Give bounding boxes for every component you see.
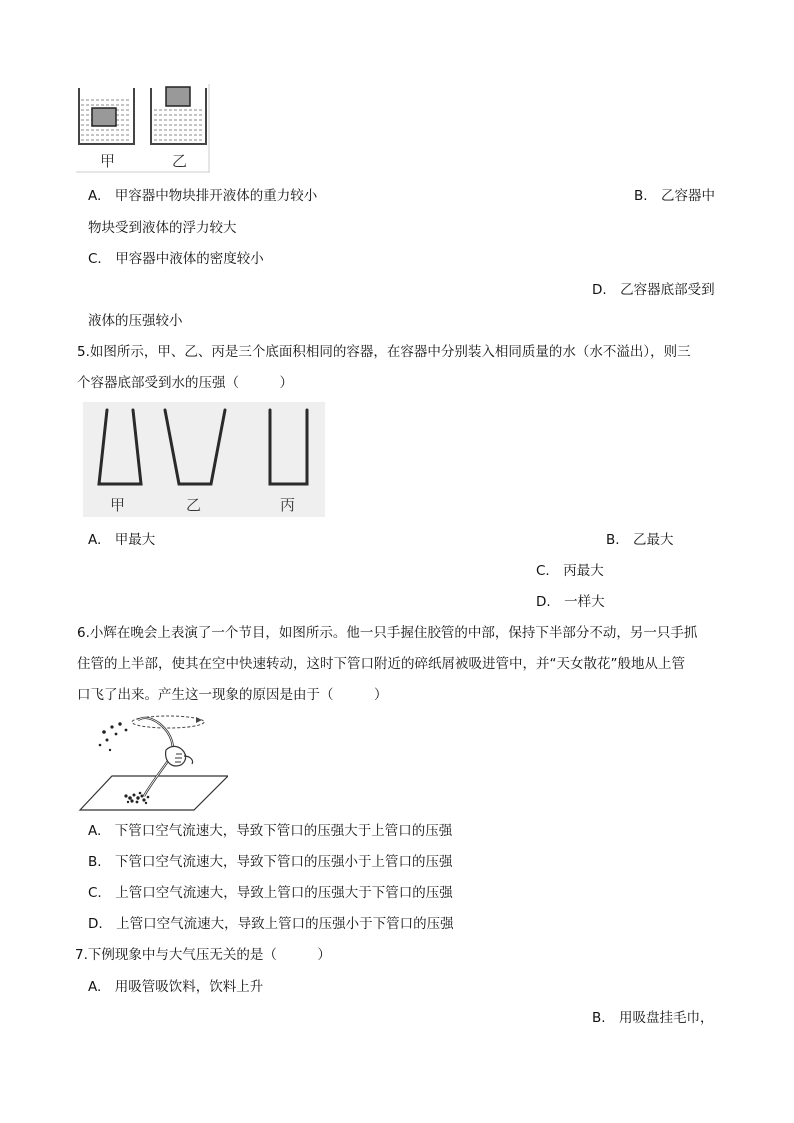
q7-stem: 7.下例现象中与大气压无关的是（ ） [75,947,331,963]
q5-option-a[interactable]: A. 甲最大 [88,532,156,548]
label-yi: 乙 [186,496,202,514]
label-yi: 乙 [172,152,188,170]
q6-stem-line-3: 口飞了出来。产生这一现象的原因是由于（ ） [77,687,388,703]
q4-option-b-continued: 物块受到液体的浮力较大 [88,220,237,236]
label-jia: 甲 [110,496,126,514]
q4-option-d[interactable]: D. 乙容器底部受到 [592,282,715,298]
q5-option-c[interactable]: C. 丙最大 [536,563,604,579]
q4-figure-containers [76,84,210,174]
q4-option-d-continued: 液体的压强较小 [88,313,183,329]
q5-figure-containers [83,402,325,517]
q5-option-d[interactable]: D. 一样大 [536,594,605,610]
label-jia: 甲 [100,152,116,170]
q5-stem-line-2: 个容器底部受到水的压强（ ） [77,375,293,391]
label-bing: 丙 [280,496,296,514]
q5-option-b[interactable]: B. 乙最大 [606,532,674,548]
q6-option-a[interactable]: A. 下管口空气流速大，导致下管口的压强大于上管口的压强 [88,823,453,839]
q6-stem-line-1: 6.小辉在晚会上表演了一个节目，如图所示。他一只手握住胶管的中部，保持下半部分不动，另一只手抓 [77,625,698,641]
q7-option-a[interactable]: A. 用吸管吸饮料，饮料上升 [88,979,264,995]
q4-option-c[interactable]: C. 甲容器中液体的密度较小 [88,251,264,267]
container-yi [151,87,206,144]
q6-option-c[interactable]: C. 上管口空气流速大，导致上管口的压强大于下管口的压强 [88,885,453,901]
q6-figure-hose-illustration [76,710,228,814]
q6-stem-line-2: 住管的上半部，使其在空中快速转动，这时下管口附近的碎纸屑被吸进管中，并“天女散花”般地从上管 [77,656,685,672]
container-jia [79,88,134,144]
q5-stem-line-1: 5.如图所示，甲、乙、丙是三个底面积相同的容器，在容器中分别装入相同质量的水（水不溢出），则三 [77,344,691,360]
q4-option-b[interactable]: B. 乙容器中 [634,188,716,204]
q6-option-b[interactable]: B. 下管口空气流速大，导致下管口的压强小于上管口的压强 [88,854,453,870]
q7-option-b[interactable]: B. 用吸盘挂毛巾， [592,1010,714,1026]
hand [166,746,186,766]
q6-option-d[interactable]: D. 上管口空气流速大，导致上管口的压强小于下管口的压强 [88,916,454,932]
q4-option-a[interactable]: A. 甲容器中物块排开液体的重力较小 [88,188,318,204]
